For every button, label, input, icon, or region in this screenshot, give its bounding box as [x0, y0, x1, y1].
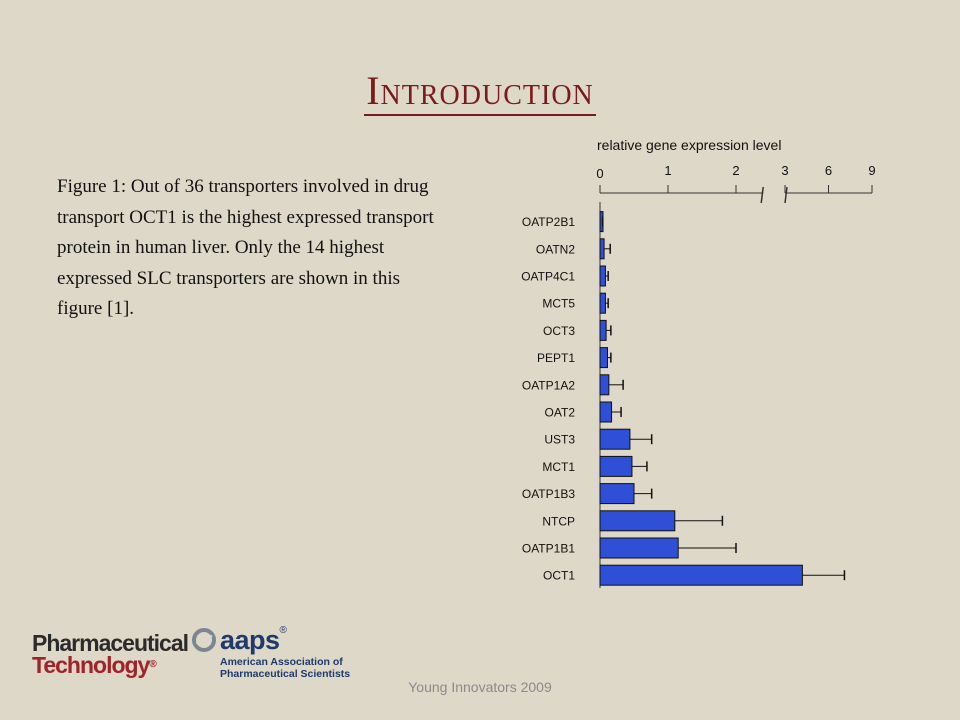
axis-break-mark-left — [761, 187, 763, 203]
bar-OCT3 — [600, 320, 606, 340]
footer-text: Young Innovators 2009 — [408, 679, 552, 695]
bar-NTCP — [600, 511, 675, 531]
aaps-wordmark: aaps — [220, 625, 280, 655]
bar-MCT1 — [600, 456, 632, 476]
x-tick-label-0: 0 — [596, 166, 604, 181]
x-tick-label-6: 6 — [824, 163, 833, 178]
aaps-wordmark-row — [220, 625, 286, 656]
bar-MCT5 — [600, 293, 605, 313]
bar-OATN2 — [600, 239, 604, 259]
bar-OATP4C1 — [600, 266, 605, 286]
gene-expression-chart — [490, 128, 890, 588]
category-label-OCT3: OCT3 — [542, 323, 575, 338]
bar-OATP1B3 — [600, 484, 634, 504]
bar-OCT1 — [600, 565, 802, 585]
aaps-reg-mark: ® — [279, 625, 287, 636]
category-label-NTCP: NTCP — [542, 514, 575, 529]
category-label-PEPT1: PEPT1 — [536, 351, 575, 366]
figure-caption: Figure 1: Out of 36 transporters involved in drug transport OCT1 is the highest expressed transport protein in human liver. Only the 14 highest expressed SLC transporters are shown in this figure [1]. — [57, 176, 434, 319]
pharm-tech-reg-mark: ® — [149, 659, 156, 670]
category-label-OATP1B3: OATP1B3 — [521, 487, 575, 502]
category-label-OATP1B1: OATP1B1 — [521, 541, 575, 556]
aaps-swirl-icon — [192, 628, 216, 652]
bar-UST3 — [600, 429, 630, 449]
bar-OATP1B1 — [600, 538, 678, 558]
category-label-OATP1A2: OATP1A2 — [521, 378, 575, 393]
chart-title: relative gene expression level — [597, 137, 782, 153]
category-label-MCT1: MCT1 — [542, 459, 575, 474]
aaps-full-name: American Association of Pharmaceutical Scientists — [220, 656, 351, 680]
category-label-OATN2: OATN2 — [535, 242, 575, 257]
pharmaceutical-technology-logo — [32, 632, 188, 676]
bar-OAT2 — [600, 402, 612, 422]
pharm-tech-line2: Technology — [32, 652, 150, 678]
category-label-MCT5: MCT5 — [542, 296, 575, 311]
pharm-tech-line1: Pharmaceutical — [32, 630, 189, 656]
pharm-tech-line2-row — [32, 654, 188, 676]
slide-title — [0, 68, 960, 116]
category-label-OCT1: OCT1 — [542, 568, 575, 583]
bar-PEPT1 — [600, 348, 607, 368]
x-tick-label-2: 2 — [732, 163, 740, 178]
category-label-OATP2B1: OATP2B1 — [521, 215, 575, 230]
bar-OATP1A2 — [600, 375, 609, 395]
x-tick-label-1: 1 — [664, 163, 672, 178]
x-tick-label-3: 3 — [781, 163, 789, 178]
x-tick-label-9: 9 — [868, 163, 876, 178]
category-label-OAT2: OAT2 — [544, 405, 575, 420]
category-label-OATP4C1: OATP4C1 — [521, 269, 575, 284]
slide-title-text: Introduction — [364, 68, 596, 116]
category-label-UST3: UST3 — [544, 432, 575, 447]
